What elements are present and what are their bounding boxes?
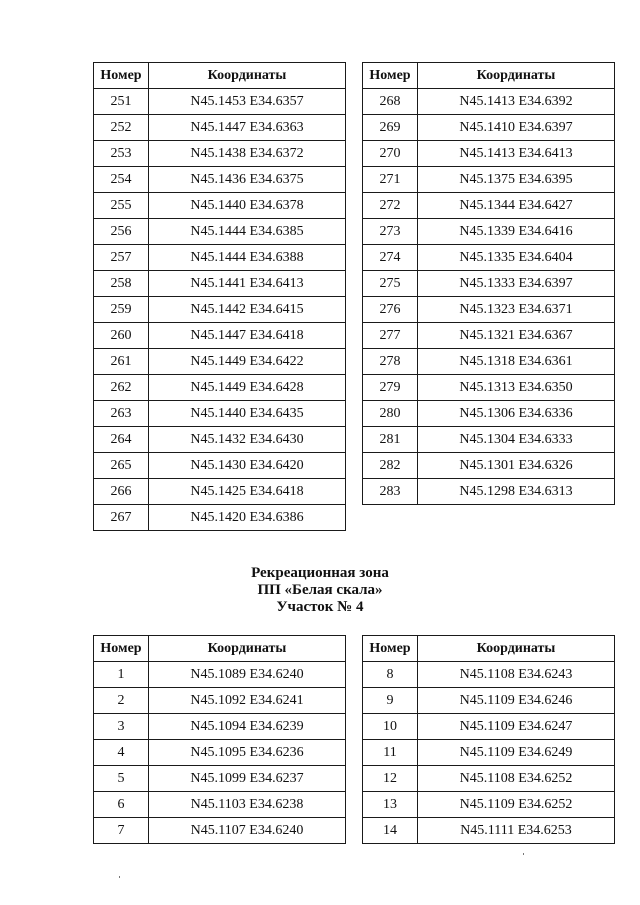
point-number: 1 [94,662,149,688]
point-coordinates: N45.1108 E34.6252 [418,766,615,792]
table-row [363,453,615,479]
point-coordinates: N45.1333 E34.6397 [418,271,615,297]
point-number: 262 [94,375,149,401]
header-coordinates: Координаты [149,63,346,89]
point-coordinates: N45.1453 E34.6357 [149,89,346,115]
point-coordinates: N45.1107 E34.6240 [149,818,346,844]
point-number: 255 [94,193,149,219]
point-number: 276 [363,297,418,323]
table-row [94,375,346,401]
point-number: 279 [363,375,418,401]
table-row [363,818,615,844]
point-number: 281 [363,427,418,453]
table-row [94,818,346,844]
table-row [94,271,346,297]
point-coordinates: N45.1109 E34.6246 [418,688,615,714]
point-coordinates: N45.1323 E34.6371 [418,297,615,323]
point-number: 272 [363,193,418,219]
table-header-row [363,636,615,662]
table-row [94,792,346,818]
table-row [94,740,346,766]
point-coordinates: N45.1438 E34.6372 [149,141,346,167]
table-row [363,766,615,792]
table-row [94,167,346,193]
table-row [94,245,346,271]
point-coordinates: N45.1430 E34.6420 [149,453,346,479]
header-number: Номер [94,63,149,89]
point-number: 7 [94,818,149,844]
point-coordinates: N45.1108 E34.6243 [418,662,615,688]
zone-title-line-3: Участок № 4 [276,599,364,615]
table-row [94,219,346,245]
header-coordinates: Координаты [418,63,615,89]
scan-speck [523,853,524,855]
point-coordinates: N45.1447 E34.6418 [149,323,346,349]
table-row [363,167,615,193]
point-number: 269 [363,115,418,141]
table-row [363,89,615,115]
coordinates-table-1 [93,62,346,531]
point-number: 266 [94,479,149,505]
table-row [363,271,615,297]
point-number: 270 [363,141,418,167]
point-number: 13 [363,792,418,818]
point-coordinates: N45.1375 E34.6395 [418,167,615,193]
point-number: 268 [363,89,418,115]
point-coordinates: N45.1444 E34.6388 [149,245,346,271]
point-number: 253 [94,141,149,167]
point-number: 14 [363,818,418,844]
point-number: 8 [363,662,418,688]
point-coordinates: N45.1111 E34.6253 [418,818,615,844]
point-coordinates: N45.1413 E34.6413 [418,141,615,167]
point-coordinates: N45.1335 E34.6404 [418,245,615,271]
point-coordinates: N45.1420 E34.6386 [149,505,346,531]
point-number: 273 [363,219,418,245]
point-coordinates: N45.1444 E34.6385 [149,219,346,245]
point-number: 9 [363,688,418,714]
point-number: 265 [94,453,149,479]
point-coordinates: N45.1442 E34.6415 [149,297,346,323]
table-row [363,792,615,818]
point-number: 254 [94,167,149,193]
point-number: 259 [94,297,149,323]
table-row [94,479,346,505]
table-row [94,453,346,479]
point-coordinates: N45.1301 E34.6326 [418,453,615,479]
zone-title-line-1: Рекреационная зона [251,565,389,581]
point-number: 5 [94,766,149,792]
point-coordinates: N45.1109 E34.6249 [418,740,615,766]
point-number: 256 [94,219,149,245]
table-row [363,349,615,375]
point-number: 4 [94,740,149,766]
table-row [94,401,346,427]
point-coordinates: N45.1410 E34.6397 [418,115,615,141]
point-coordinates: N45.1449 E34.6422 [149,349,346,375]
point-number: 278 [363,349,418,375]
table-row [94,766,346,792]
header-coordinates: Координаты [149,636,346,662]
point-number: 271 [363,167,418,193]
table-header-row [363,63,615,89]
point-coordinates: N45.1095 E34.6236 [149,740,346,766]
zone-title-line-2: ПП «Белая скала» [257,582,383,598]
point-coordinates: N45.1306 E34.6336 [418,401,615,427]
table-row [94,505,346,531]
point-coordinates: N45.1447 E34.6363 [149,115,346,141]
header-coordinates: Координаты [418,636,615,662]
point-number: 257 [94,245,149,271]
table-header-row [94,63,346,89]
table-row [94,662,346,688]
table-row [363,740,615,766]
table-row [94,89,346,115]
point-number: 10 [363,714,418,740]
point-number: 3 [94,714,149,740]
point-coordinates: N45.1318 E34.6361 [418,349,615,375]
table-row [363,688,615,714]
point-coordinates: N45.1089 E34.6240 [149,662,346,688]
point-coordinates: N45.1109 E34.6247 [418,714,615,740]
table-row [363,219,615,245]
zone-title [0,565,640,616]
point-number: 283 [363,479,418,505]
point-number: 282 [363,453,418,479]
point-coordinates: N45.1413 E34.6392 [418,89,615,115]
table-row [363,662,615,688]
point-number: 12 [363,766,418,792]
table-row [363,375,615,401]
table-row [363,141,615,167]
point-number: 260 [94,323,149,349]
table-row [363,427,615,453]
point-number: 274 [363,245,418,271]
table-row [363,193,615,219]
point-coordinates: N45.1103 E34.6238 [149,792,346,818]
header-number: Номер [94,636,149,662]
point-coordinates: N45.1339 E34.6416 [418,219,615,245]
point-coordinates: N45.1304 E34.6333 [418,427,615,453]
point-coordinates: N45.1440 E34.6435 [149,401,346,427]
table-row [94,115,346,141]
table-row [94,427,346,453]
point-number: 251 [94,89,149,115]
point-coordinates: N45.1092 E34.6241 [149,688,346,714]
table-row [363,115,615,141]
point-number: 264 [94,427,149,453]
point-number: 261 [94,349,149,375]
coordinates-table-2 [362,62,615,505]
table-header-row [94,636,346,662]
point-coordinates: N45.1425 E34.6418 [149,479,346,505]
point-number: 275 [363,271,418,297]
table-row [363,323,615,349]
table-row [94,141,346,167]
point-number: 252 [94,115,149,141]
point-number: 263 [94,401,149,427]
table-row [363,297,615,323]
point-coordinates: N45.1449 E34.6428 [149,375,346,401]
point-coordinates: N45.1440 E34.6378 [149,193,346,219]
point-coordinates: N45.1099 E34.6237 [149,766,346,792]
point-coordinates: N45.1298 E34.6313 [418,479,615,505]
table-row [94,297,346,323]
header-number: Номер [363,63,418,89]
table-row [363,479,615,505]
coordinates-table-4 [362,635,615,844]
table-row [94,714,346,740]
table-row [94,323,346,349]
scan-speck [119,876,120,878]
coordinates-table-3 [93,635,346,844]
table-row [363,245,615,271]
table-row [363,714,615,740]
point-coordinates: N45.1094 E34.6239 [149,714,346,740]
point-coordinates: N45.1441 E34.6413 [149,271,346,297]
point-coordinates: N45.1321 E34.6367 [418,323,615,349]
table-row [94,688,346,714]
point-number: 2 [94,688,149,714]
point-number: 11 [363,740,418,766]
point-coordinates: N45.1313 E34.6350 [418,375,615,401]
header-number: Номер [363,636,418,662]
point-coordinates: N45.1436 E34.6375 [149,167,346,193]
point-number: 6 [94,792,149,818]
point-coordinates: N45.1109 E34.6252 [418,792,615,818]
table-row [363,401,615,427]
point-coordinates: N45.1432 E34.6430 [149,427,346,453]
point-number: 258 [94,271,149,297]
table-row [94,349,346,375]
point-number: 267 [94,505,149,531]
point-number: 280 [363,401,418,427]
point-number: 277 [363,323,418,349]
point-coordinates: N45.1344 E34.6427 [418,193,615,219]
table-row [94,193,346,219]
